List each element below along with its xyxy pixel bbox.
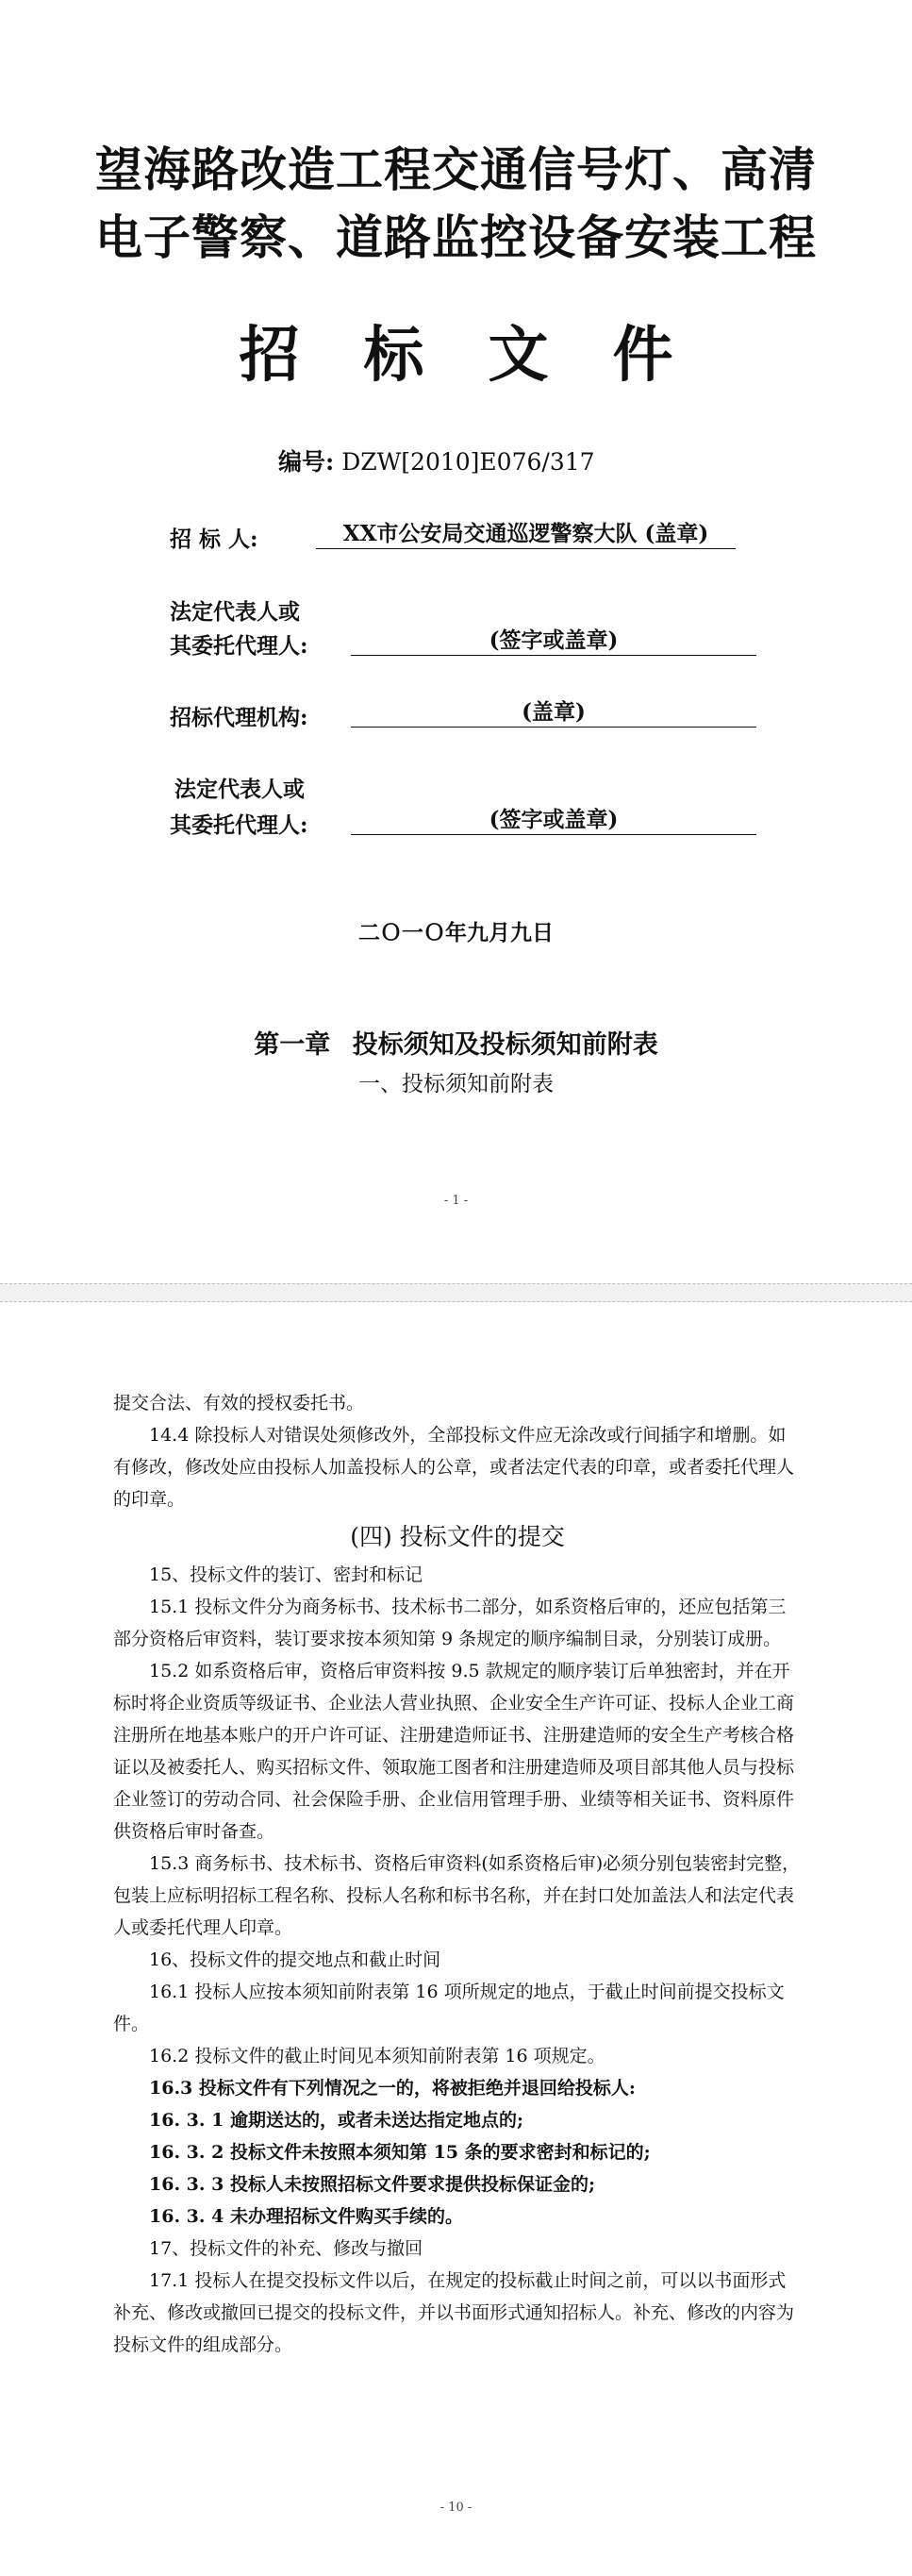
document-title xyxy=(0,307,912,393)
document-number-value: DZW[2010]E076/317 xyxy=(341,448,595,476)
tenderer-label: 招 标 人: xyxy=(170,527,258,552)
paragraph: 16.3 投标文件有下列情况之一的，将被拒绝并退回给投标人: xyxy=(149,2078,636,2099)
content-page-10 xyxy=(0,1302,912,2576)
paragraph: 17.1 投标人在提交投标文件以后，在规定的投标截止时间之前，可以以书面形式补充、修改或撤回已提交的投标文件，并以书面形式通知招标人。补充、修改的内容为投标文件的组成部分。 xyxy=(113,2270,795,2355)
legal-rep-1-label-b: 其委托代理人: xyxy=(170,633,308,659)
legal-rep-1-label-a: 法定代表人或 xyxy=(170,599,300,625)
document-title-char: 标 xyxy=(363,320,424,391)
document-title-char: 招 xyxy=(239,320,300,391)
subchapter-title: 一、投标须知前附表 xyxy=(358,1072,554,1096)
project-title-line1: 望海路改造工程交通信号灯、高清 xyxy=(95,142,817,197)
agency-field: (盖章) xyxy=(351,698,756,728)
page10-body xyxy=(113,1387,802,2361)
paragraph: 17、投标文件的补充、修改与撤回 xyxy=(149,2238,423,2259)
cover-page xyxy=(0,0,912,1283)
legal-rep-2-field: (签字或盖章) xyxy=(351,806,756,835)
project-title-line2: 电子警察、道路监控设备安装工程 xyxy=(95,209,817,265)
legal-rep-2-label-a: 法定代表人或 xyxy=(174,777,305,802)
paragraph: 16. 3. 2 投标文件未按照本须知第 15 条的要求密封和标记的; xyxy=(149,2142,651,2163)
paragraph: 14.4 除投标人对错误处须修改外，全部投标文件应无涂改或行间插字和增删。如有修改，修改处应由投标人加盖投标人的公章，或者法定代表的印章，或者委托代理人的印章。 xyxy=(113,1425,795,1510)
legal-rep-1-field: (签字或盖章) xyxy=(351,627,756,656)
paragraph: 15.1 投标文件分为商务标书、技术标书二部分，如系资格后审的，还应包括第三部分资格后审资料，装订要求按本须知第 9 条规定的顺序编制目录，分别装订成册。 xyxy=(113,1597,787,1649)
page-number: - 10 - xyxy=(439,2501,473,2515)
paragraph: 16. 3. 4 未办理招标文件购买手续的。 xyxy=(149,2206,463,2227)
paragraph: 15.3 商务标书、技术标书、资格后审资料(如系资格后审)必须分别包装密封完整，包装上应标明招标工程名称、投标人名称和标书名称，并在封口处加盖法人和法定代表人或委托代理人印章。 xyxy=(113,1853,801,1938)
issue-date: 二Ｏ一Ｏ年九月九日 xyxy=(358,920,554,945)
section-heading: (四) 投标文件的提交 xyxy=(350,1523,565,1550)
legal-rep-2-label-b: 其委托代理人: xyxy=(170,812,308,838)
paragraph: 16. 3. 3 投标人未按照招标文件要求提供投标保证金的; xyxy=(149,2174,595,2195)
paragraph: 16.2 投标文件的截止时间见本须知前附表第 16 项规定。 xyxy=(149,2046,605,2066)
chapter-title: 第一章 投标须知及投标须知前附表 xyxy=(254,1030,658,1060)
page-number: - 1 - xyxy=(443,1194,469,1208)
document-title-char: 文 xyxy=(488,320,549,391)
paragraph: 16. 3. 1 逾期送达的，或者未送达指定地点的; xyxy=(149,2110,523,2131)
paragraph: 15.2 如系资格后审，资格后审资料按 9.5 款规定的顺序装订后单独密封，并在开标时将企业资质等级证书、企业法人营业执照、企业安全生产许可证、投标人企业工商注册所在地基本账户的开户许可证、注册建造师证书、注册建造师的安全生产考核合格证以及被委托人、购买招标文件、领取施工图者和注册建造师及项目部其他人员与投标企业签订的劳动合同、社会保险手册、企业信用管理手册、业绩等相关证书、资料原件供资格后审时备查。 xyxy=(113,1661,795,1842)
document-title-char: 件 xyxy=(612,320,673,391)
paragraph: 15、投标文件的装订、密封和标记 xyxy=(149,1564,423,1585)
tenderer-field: XX市公安局交通巡逻警察大队 (盖章) xyxy=(316,520,736,549)
document-number xyxy=(278,443,595,477)
document-number-label: 编号: xyxy=(278,448,335,476)
paragraph: 16.1 投标人应按本须知前附表第 16 项所规定的地点，于截止时间前提交投标文件。 xyxy=(113,1982,785,2034)
paragraph: 提交合法、有效的授权委托书。 xyxy=(113,1393,365,1413)
agency-label: 招标代理机构: xyxy=(170,705,308,730)
page-separator xyxy=(0,1283,912,1302)
paragraph: 16、投标文件的提交地点和截止时间 xyxy=(149,1949,441,1970)
